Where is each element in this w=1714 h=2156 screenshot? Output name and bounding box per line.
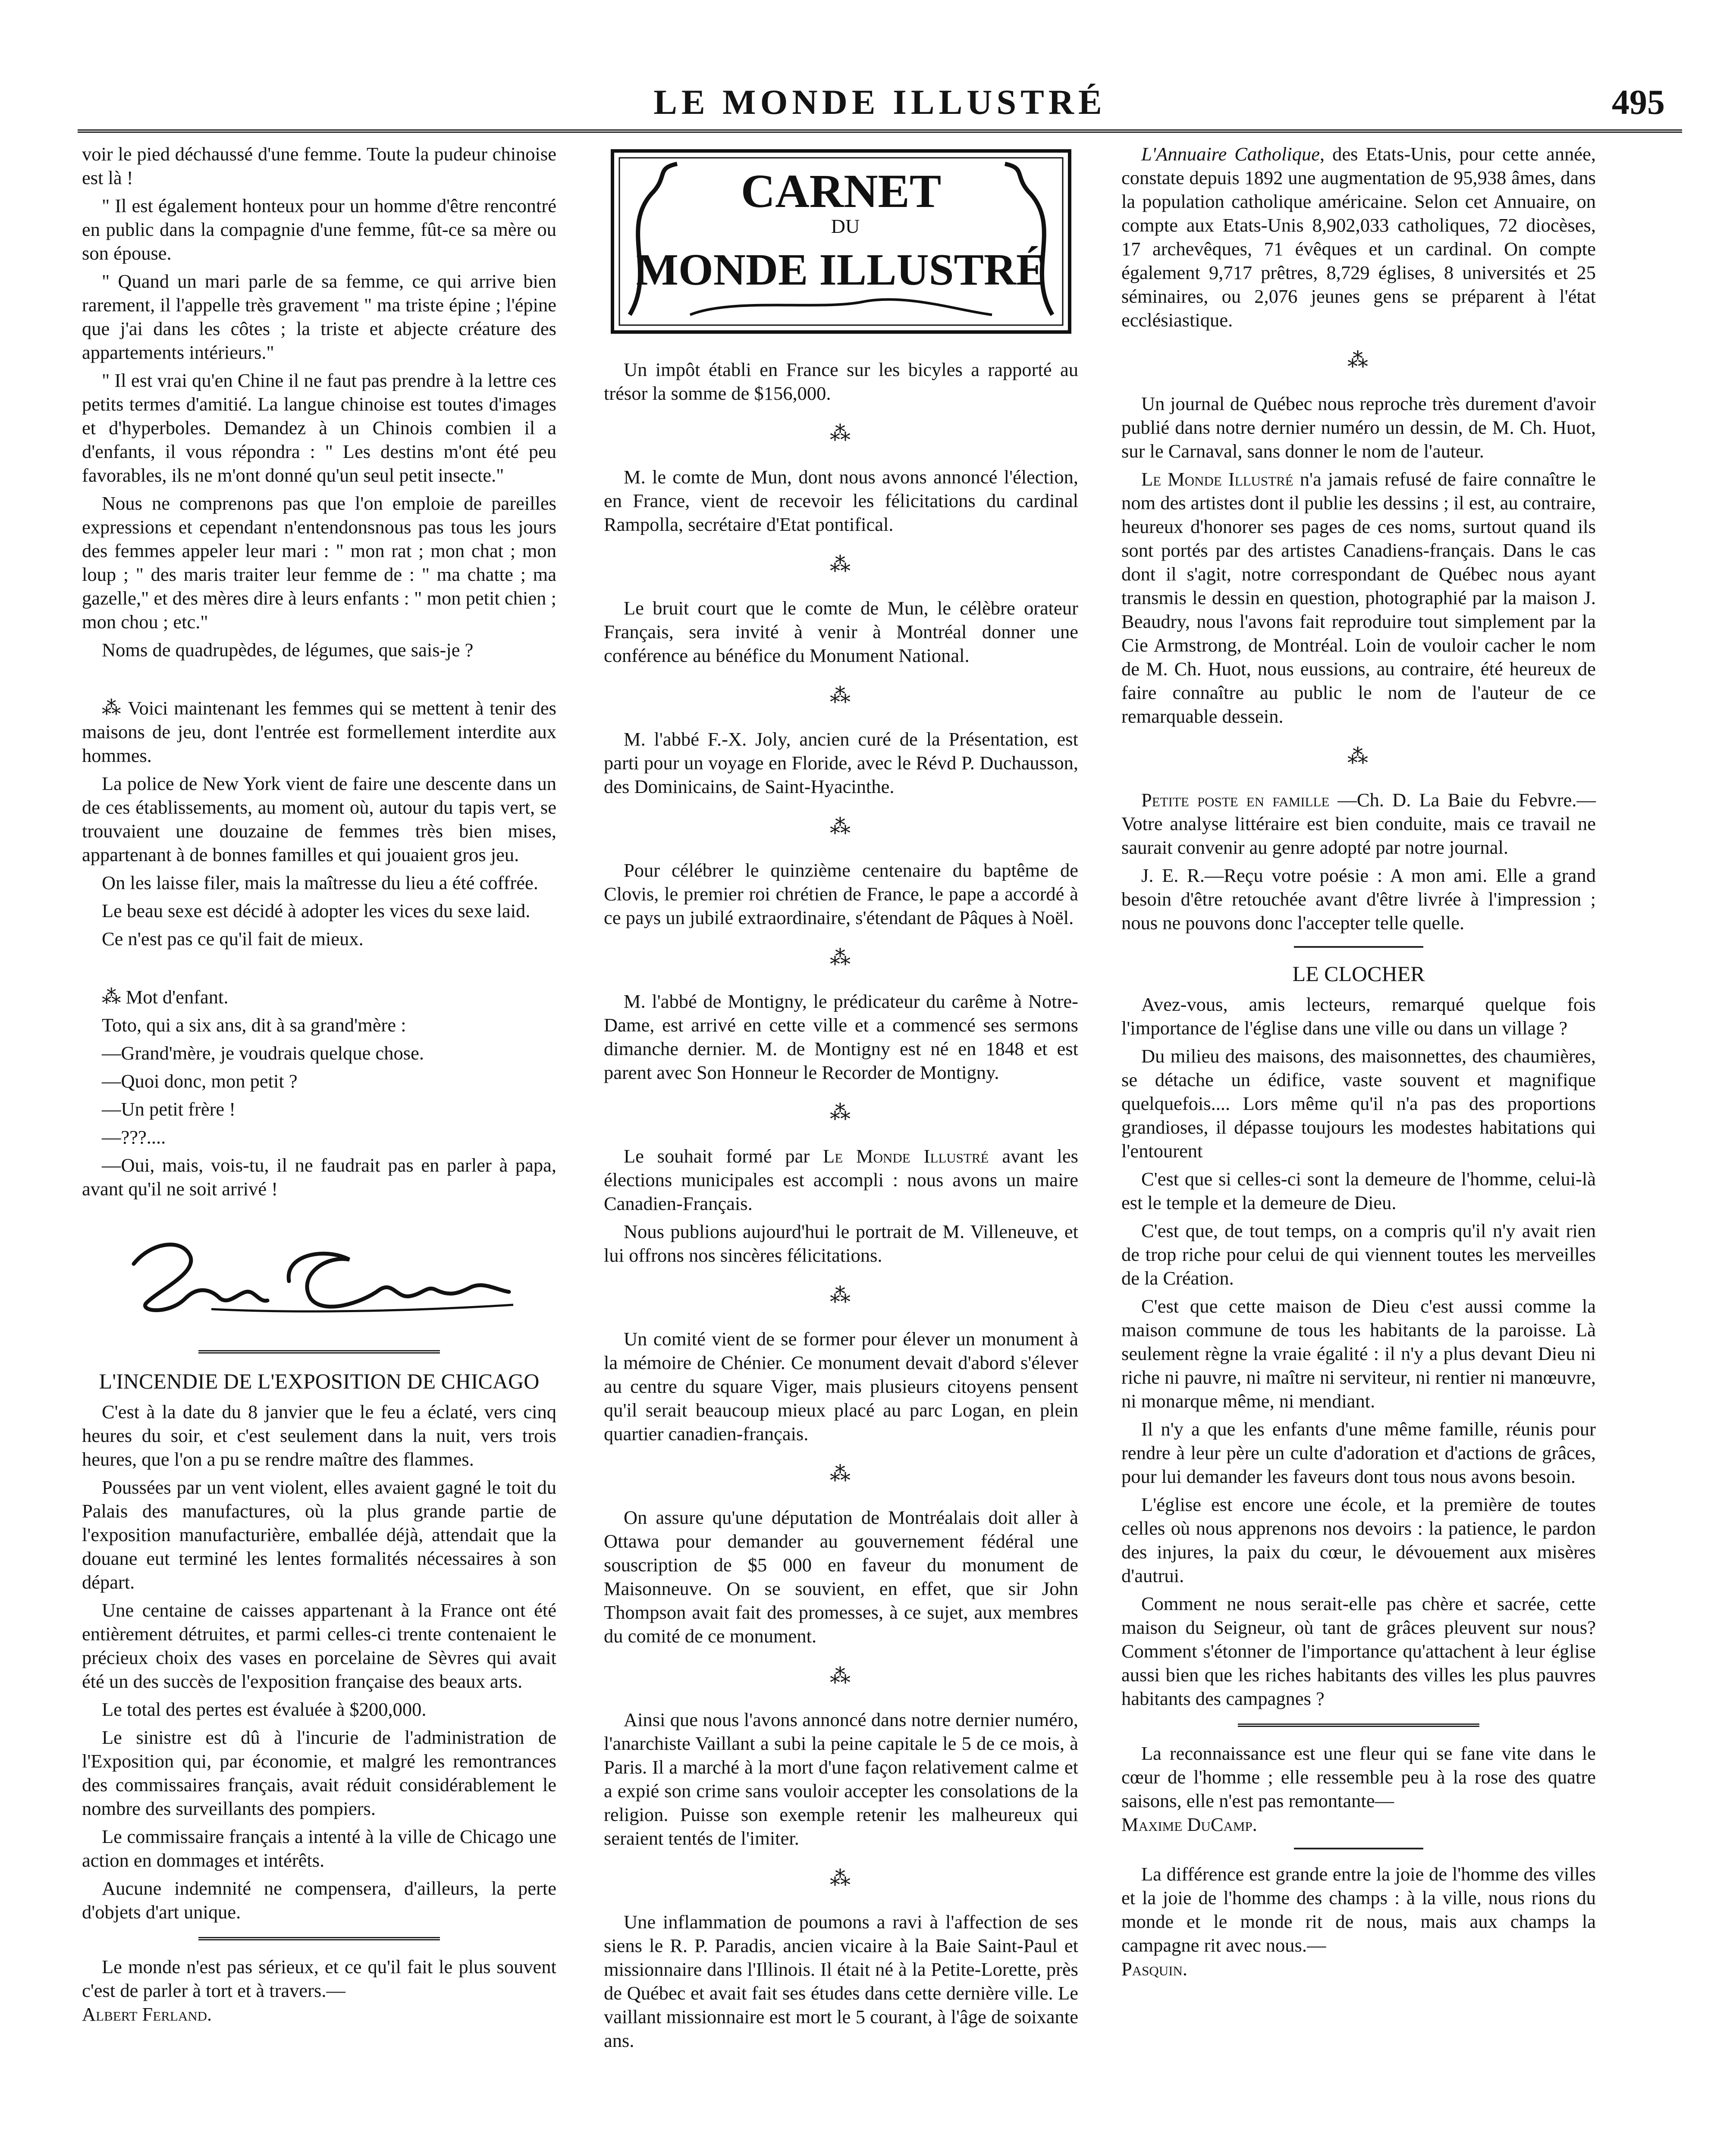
paragraph: Comment ne nous serait-elle pas chère et sacrée, cette maison du Seigneur, où tant de grâces pleuvent sur nous? Comment s'étonner de l'importance qu'attachent à leur église aussi bien que les riches habitants des villes les plus pauvres habitants des campagnes ? (1121, 1593, 1596, 1709)
paragraph: Avez-vous, amis lecteurs, remarqué quelque fois l'importance de l'église dans une ville ou dans un village ? (1121, 993, 1596, 1039)
section-stars: ⁂ (830, 946, 852, 969)
quote: Le monde n'est pas sérieux, et ce qu'il fait le plus souvent c'est de parler à tort et à travers.— Albert Ferland. (82, 1956, 556, 2025)
section-title: LE CLOCHER (1292, 962, 1425, 986)
carnet-line: DU (831, 215, 860, 237)
paragraph: C'est que si celles-ci sont la demeure de l'homme, celui-là est le temple et la demeure de Dieu. (1121, 1168, 1596, 1213)
quote-author: Albert Ferland. (82, 2003, 212, 2025)
paragraph: Du milieu des maisons, des maisonnettes, des chaumières, se détache un édifice, vaste souvent et magnifique quelquefois.... Lors même qu'il n'a pas des proportions grandioses, il dépasse toujours les modestes habitations qui l'entourent (1121, 1045, 1596, 1162)
paragraph: Noms de quadrupèdes, de légumes, que sais-je ? (102, 639, 474, 661)
quote-author: Pasquin. (1121, 1958, 1187, 1980)
section-stars: ⁂ (830, 1463, 852, 1485)
section-stars: ⁂ (1347, 349, 1370, 372)
short-rule (1294, 1848, 1423, 1849)
section-separator (1238, 1724, 1479, 1727)
paragraph: Aucune indemnité ne compensera, d'ailleurs, la perte d'objets d'art unique. (82, 1877, 556, 1923)
paragraph: Toto, qui a six ans, dit à sa grand'mère : (102, 1014, 406, 1036)
quote: La différence est grande entre la joie de l'homme des villes et la joie de l'homme des champs : à la ville, nous rions du monde et le monde rit de nous, mais aux champs la campagne rit avec nous.— Pasquin. (1121, 1863, 1596, 1980)
quote-author: Maxime DuCamp. (1121, 1814, 1257, 1835)
paragraph: J. E. R.—Reçu votre poésie : A mon ami. Elle a grand besoin d'être retouchée avant d'être livrée à l'impression ; nous ne pouvons donc l'accepter telle quelle. (1121, 865, 1596, 934)
paragraph: " Quand un mari parle de sa femme, ce qui arrive bien rarement, il l'appelle très gravement " ma triste épine ; l'épine que j'ai dans les côtes ; la triste et abjecte créature des appartements intérieurs." (82, 270, 556, 363)
carnet-banner (604, 142, 1078, 345)
section-separator (198, 1937, 440, 1940)
section-stars: ⁂ (1347, 745, 1370, 768)
news-item: Un impôt établi en France sur les bicyles a rapporté au trésor la somme de $156,000. (604, 359, 1078, 404)
paragraph: Poussées par un vent violent, elles avaient gagné le toit du Palais des manufactures, où la plus grande partie de l'exposition manufacturière, emballée déjà, attendait que la douane eut terminé les lentes formalités nécessaires à son départ. (82, 1476, 556, 1593)
paragraph: C'est que cette maison de Dieu c'est aussi comme la maison commune de tous les habitants de la paroisse. Là seulement règne la vraie égalité : il n'y a plus devant Dieu ni riche ni pauvre, ni maître ni serviteur, ni rentier ni manœuvre, ni monarque même, ni mendiant. (1121, 1295, 1596, 1412)
paragraph: L'église est encore une école, et la première de toutes celles où nous apprenons nos devoirs : la patience, le pardon des injures, la paix du cœur, le dévouement aux misères d'autrui. (1121, 1494, 1596, 1586)
paragraph: Le beau sexe est décidé à adopter les vices du sexe laid. (102, 900, 531, 921)
paragraph: Ce n'est pas ce qu'il fait de mieux. (102, 928, 364, 950)
paragraph: Nous ne comprenons pas que l'on emploie de pareilles expressions et cependant n'entendonsnous pas tous les jours des femmes appeler leur mari : " mon rat ; mon chat ; mon loup ; " des maris traiter leur femme de : " ma chatte ; ma gazelle," et des mères dire à leurs enfants : " mon petit chien ; mon chou ; etc." (82, 492, 556, 633)
paragraph: Petite poste en famille —Ch. D. La Baie du Febvre.—Votre analyse littéraire est bien conduite, mais ce travail ne saurait convenir au genre adopté par notre journal. (1121, 789, 1596, 858)
page-header (78, 65, 1682, 134)
paragraph: C'est que, de tout temps, on a compris qu'il n'y avait rien de trop riche pour celui de qui viennent toutes les merveilles de la Création. (1121, 1220, 1596, 1289)
paragraph: —???.... (102, 1126, 166, 1148)
paragraph: voir le pied déchaussé d'une femme. Toute la pudeur chinoise est là ! (82, 143, 556, 188)
column-3 (1121, 142, 1596, 1985)
section-stars: ⁂ (830, 553, 852, 576)
paragraph: Le total des pertes est évaluée à $200,000. (102, 1698, 427, 1720)
paragraph: ⁂ Mot d'enfant. (102, 986, 229, 1008)
news-item: M. le comte de Mun, dont nous avons annoncé l'élection, en France, vient de recevoir les félicitations du cardinal Rampolla, secrétaire d'Etat pontifical. (604, 466, 1078, 535)
section-separator (198, 1350, 440, 1354)
quote: La reconnaissance est une fleur qui se fane vite dans le cœur de l'homme ; elle ressemble peu à la rose des quatre saisons, elle n'est pas remontante— Maxime DuCamp. (1121, 1742, 1596, 1835)
section-title: L'INCENDIE DE L'EXPOSITION DE CHICAGO (99, 1369, 540, 1393)
paragraph: C'est à la date du 8 janvier que le feu a éclaté, vers cinq heures du soir, et c'est seulement dans la nuit, vers trois heures, que l'on a pu se rendre maître des flammes. (82, 1401, 556, 1470)
paragraph: Il n'y a que les enfants d'une même famille, réunis pour rendre à leur père un culte d'adoration et d'actions de grâces, pour lui demander les faveurs dont tous nous avons besoin. (1121, 1418, 1596, 1487)
paragraph: Le Monde Illustré n'a jamais refusé de faire connaître le nom des artistes dont il publie les dessins ; il est, au contraire, heureux d'honorer ses pages de ces noms, surtout quand ils sont portés par des artistes Canadiens-français. Dans le cas dont il s'agit, notre correspondant de Québec nous ayant transmis le dessin en question, photographié par la maison J. Beaudry, nous l'avons fait reproduire tout simplement par la Cie Armstrong, de Montréal. Loin de vouloir cacher le nom de M. Ch. Huot, nous eussions, au contraire, été heureux de faire connaître au public le nom de l'auteur de ce remarquable dessein. (1121, 468, 1596, 727)
section-stars: ⁂ (830, 1867, 852, 1890)
section-stars: ⁂ (830, 815, 852, 838)
paragraph: —Oui, mais, vois-tu, il ne faudrait pas en parler à papa, avant qu'il ne soit arrivé ! (82, 1154, 556, 1200)
news-item: Ainsi que nous l'avons annoncé dans notre dernier numéro, l'anarchiste Vaillant a subi la peine capitale le 5 de ce mois, à Paris. Il a marché à la mort d'une façon relativement calme et a expié son crime sans vouloir accepter les consolations de la religion. Puisse son exemple retenir les malheureux qui seraient tentés de l'imiter. (604, 1709, 1078, 1849)
paragraph: ⁂ Voici maintenant les femmes qui se mettent à tenir des maisons de jeu, dont l'entrée est formellement interdite aux hommes. (82, 697, 556, 766)
news-item: M. l'abbé F.-X. Joly, ancien curé de la Présentation, est parti pour un voyage en Floride, avec le Révd P. Duchausson, des Dominicains, de Saint-Hyacinthe. (604, 728, 1078, 797)
paragraph: L'Annuaire Catholique, des Etats-Unis, pour cette année, constate depuis 1892 une augmentation de 95,938 âmes, dans la population catholique américaine. Selon cet Annuaire, on compte aux Etats-Unis 8,902,033 catholiques, 72 diocèses, 17 archevêques, 71 évêques et un cardinal. On compte également 9,717 prêtres, 8,729 églises, 8 universités et 25 séminaires, ou 2,076 jeunes gens se préparent à l'état ecclésiastique. (1121, 143, 1596, 331)
paragraph: On les laisse filer, mais la maîtresse du lieu a été coffrée. (102, 872, 538, 893)
paragraph: " Il est vrai qu'en Chine il ne faut pas prendre à la lettre ces petits termes d'amitié. La langue chinoise est toutes d'images et d'hyperboles. Demandez à un Chinois combien il a d'enfants, il vous répondra : " Les destins m'ont été peu favorables, ils ne m'ont donné qu'un seul petit insecte." (82, 370, 556, 486)
news-item: On assure qu'une députation de Montréalais doit aller à Ottawa pour demander au gouvernement fédéral une souscription de $5 000 en faveur du monument de Maisonneuve. On se souvient, en effet, que sir John Thompson avait fait des promesses, à ce sujet, aux membres du comité de ce monument. (604, 1507, 1078, 1647)
news-item: Nous publions aujourd'hui le portrait de M. Villeneuve, et lui offrons nos sincères félicitations. (604, 1221, 1078, 1266)
section-stars: ⁂ (830, 1284, 852, 1307)
paragraph: —Un petit frère ! (102, 1098, 236, 1120)
column-1 (82, 142, 556, 2031)
carnet-line: CARNET (741, 165, 942, 217)
news-item: Le bruit court que le comte de Mun, le célèbre orateur Français, sera invité à venir à Montréal donner une conférence au bénéfice du Monument National. (604, 597, 1078, 666)
news-item: Le souhait formé par Le Monde Illustré avant les élections municipales est accompli : nous avons un maire Canadien-Français. (604, 1145, 1078, 1214)
masthead-title: LE MONDE ILLUSTRÉ (653, 82, 1106, 122)
section-stars: ⁂ (830, 684, 852, 707)
handwritten-signature (82, 1216, 556, 1333)
paragraph: Le commissaire français a intenté à la ville de Chicago une action en dommages et intérêts. (82, 1826, 556, 1871)
news-item: Pour célébrer le quinzième centenaire du baptême de Clovis, le premier roi chrétien de France, le pape a accordé à ce pays un jubilé extraordinaire, s'étendant de Pâques à Noël. (604, 859, 1078, 928)
page-number: 495 (1612, 82, 1665, 122)
short-rule (1294, 946, 1423, 948)
section-stars: ⁂ (830, 1665, 852, 1688)
paragraph: Le sinistre est dû à l'incurie de l'administration de l'Exposition qui, par économie, et malgré les remontrances des commissaires français, avait réduit considérablement le nombre des surveillants des pompiers. (82, 1727, 556, 1819)
carnet-line: MONDE ILLUSTRÉ (636, 245, 1046, 295)
paragraph: Une centaine de caisses appartenant à la France ont été entièrement détruites, et parmi celles-ci trente contenaient le précieux choix des vases en porcelaine de Sèvres qui avait été un des succès de l'exposition française des beaux arts. (82, 1599, 556, 1692)
paragraph: " Il est également honteux pour un homme d'être rencontré en public dans la compagnie d'une femme, fût-ce sa mère ou son épouse. (82, 195, 556, 264)
news-item: M. l'abbé de Montigny, le prédicateur du carême à Notre-Dame, est arrivé en cette ville et a commencé ses sermons dimanche dernier. M. de Montigny est né en 1848 et est parent avec Son Honneur le Recorder de Montigny. (604, 990, 1078, 1083)
paragraph: La police de New York vient de faire une descente dans un de ces établissements, au moment où, autour du tapis vert, se trouvaient une douzaine de femmes très bien mises, appartenant à de bonnes familles et qui jouaient gros jeu. (82, 773, 556, 865)
header-rule (78, 129, 1682, 133)
news-item: Une inflammation de poumons a ravi à l'affection de ses siens le R. P. Paradis, ancien vicaire à la Baie Saint-Paul et missionnaire dans l'Illinois. Il était né à la Petite-Lorette, près de Québec et avait fait ses études dans cette dernière ville. Le vaillant missionnaire est mort le 5 courant, à l'âge de soixante ans. (604, 1911, 1078, 2051)
paragraph: —Grand'mère, je voudrais quelque chose. (102, 1042, 424, 1064)
section-stars: ⁂ (830, 422, 852, 445)
column-2 (604, 142, 1078, 2057)
section-stars: ⁂ (830, 1101, 852, 1124)
news-item: Un comité vient de se former pour élever un monument à la mémoire de Chénier. Ce monument devait d'abord s'élever au centre du square Viger, mais plusieurs citoyens pensent qu'il serait beaucoup mieux placé au parc Logan, en plein quartier canadien-français. (604, 1328, 1078, 1445)
paragraph: —Quoi donc, mon petit ? (102, 1070, 298, 1092)
paragraph: Un journal de Québec nous reproche très durement d'avoir publié dans notre dernier numéro un dessin, de M. Ch. Huot, sur le Carnaval, sans donner le nom de l'auteur. (1121, 393, 1596, 462)
